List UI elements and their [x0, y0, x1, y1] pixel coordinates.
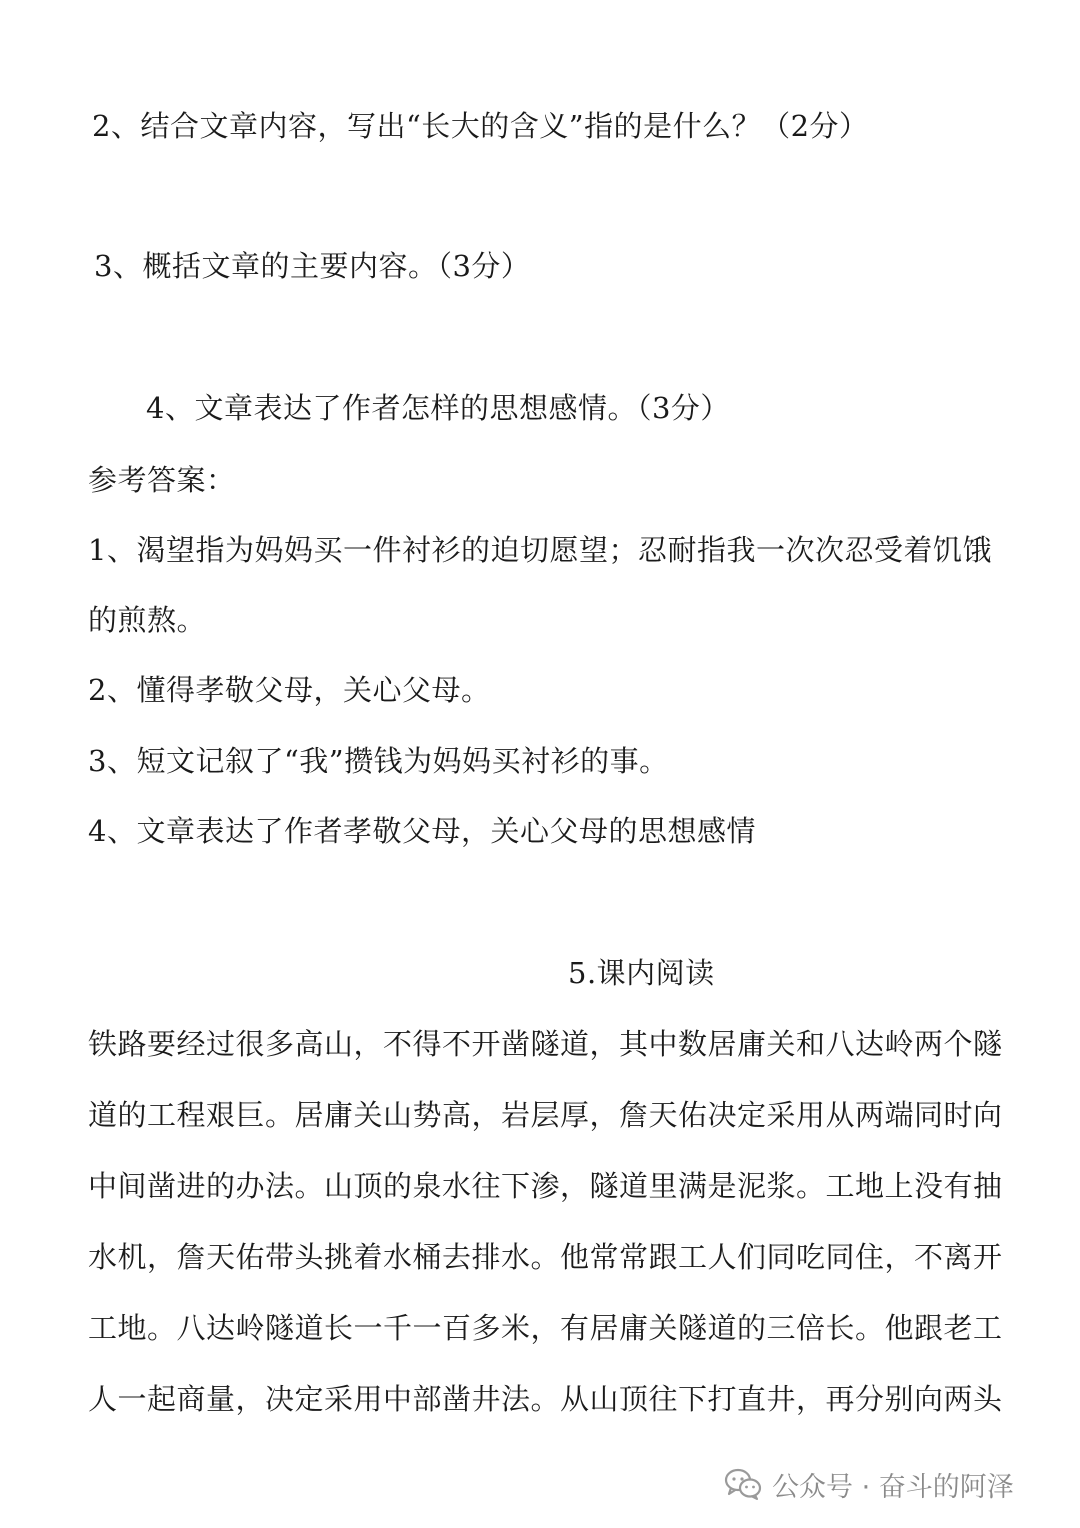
question-2: 2、结合文章内容，写出“长大的含义”指的是什么？（2分） — [92, 109, 869, 143]
answers-heading: 参考答案： — [88, 463, 236, 497]
question-4: 4、文章表达了作者怎样的思想感情。（3分） — [146, 391, 730, 425]
passage-line: 工地。八达岭隧道长一千一百多米，有居庸关隧道的三倍长。他跟老工 — [88, 1311, 1003, 1345]
answer-4: 4、文章表达了作者孝敬父母，关心父母的思想感情 — [88, 814, 756, 848]
passage-line: 铁路要经过很多高山，不得不开凿隧道，其中数居庸关和八达岭两个隧 — [88, 1027, 1003, 1061]
question-3: 3、概括文章的主要内容。（3分） — [94, 249, 531, 283]
passage-line: 道的工程艰巨。居庸关山势高，岩层厚，詹天佑决定采用从两端同时向 — [88, 1098, 1003, 1132]
watermark-text: 公众号 · 奋斗的阿泽 — [772, 1471, 1014, 1503]
answer-1-line-1: 1、渴望指为妈妈买一件衬衫的迫切愿望；忍耐指我一次次忍受着饥饿 — [88, 533, 992, 567]
answer-1-line-2: 的煎熬。 — [88, 603, 207, 637]
watermark — [724, 1462, 1014, 1506]
section-5-title: 5.课内阅读 — [568, 956, 715, 990]
passage-line: 人一起商量，决定采用中部凿井法。从山顶往下打直井，再分别向两头 — [88, 1382, 1003, 1416]
passage-line: 中间凿进的办法。山顶的泉水往下渗，隧道里满是泥浆。工地上没有抽 — [88, 1169, 1003, 1203]
wechat-icon — [724, 1468, 762, 1500]
answer-3: 3、短文记叙了“我”攒钱为妈妈买衬衫的事。 — [88, 744, 669, 778]
answer-2: 2、懂得孝敬父母，关心父母。 — [88, 673, 491, 707]
passage-line: 水机，詹天佑带头挑着水桶去排水。他常常跟工人们同吃同住，不离开 — [88, 1240, 1003, 1274]
